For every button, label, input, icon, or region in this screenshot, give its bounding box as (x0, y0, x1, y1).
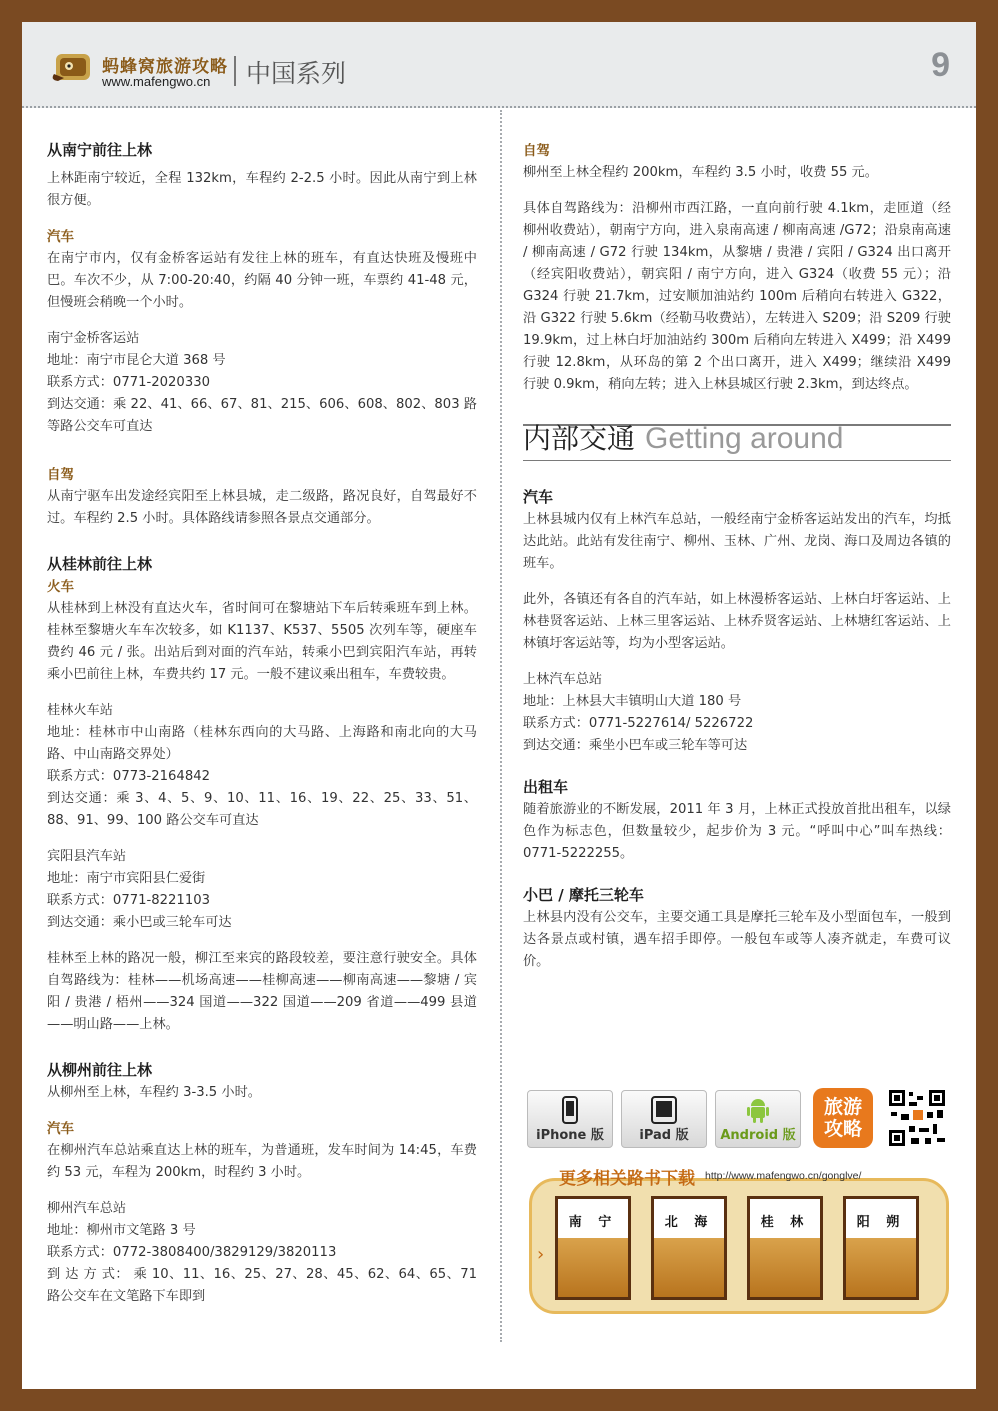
left-column (47, 138, 477, 1308)
nanning-bus-heading: 汽车 (47, 229, 74, 245)
liuzhou-drive-heading: 自驾 (523, 143, 550, 159)
banner-url[interactable]: http://www.mafengwo.cn/gonglve/ (705, 1170, 862, 1182)
nanning-station-transit: 到达交通：乘 22、41、66、67、81、215、606、608、802、803 路等路公交车可直达 (47, 397, 477, 434)
nanning-station-phone: 联系方式：0771-2020330 (47, 375, 210, 390)
header-separator (234, 56, 236, 86)
ipad-label: iPad 版 (639, 1128, 689, 1143)
iphone-icon (562, 1096, 578, 1124)
shanglin-station-transit: 到达交通：乘坐小巴车或三轮车等可达 (523, 738, 748, 753)
series-title: 中国系列 (246, 59, 347, 88)
page-header (22, 22, 976, 108)
page (22, 22, 976, 1389)
binyang-station-address: 地址：南宁市宾阳县仁爱街 (47, 871, 206, 886)
shanglin-station-phone: 联系方式：0771-5227614/ 5226722 (523, 716, 754, 731)
android-app-button[interactable] (715, 1090, 801, 1148)
brand-name: 蚂蜂窝旅游攻略 (102, 57, 228, 77)
liuzhou-drive-intro: 柳州至上林全程约 200km，车程约 3.5 小时，收费 55 元。 (523, 165, 878, 180)
taxi-heading: 出租车 (523, 778, 569, 796)
shanglin-station-address: 地址：上林县大丰镇明山大道 180 号 (523, 694, 742, 709)
liuzhou-bus-text: 在柳州汽车总站乘直达上林的班车，为普通班，发车时间为 14:45，车费约 53 元，车程为 200km，时程约 3 小时。 (47, 1143, 477, 1180)
guidebook-title: 阳 朔 (856, 1215, 906, 1230)
mafengwo-logo-icon (50, 50, 94, 84)
nanning-station-address: 地址：南宁市昆仑大道 368 号 (47, 353, 226, 368)
heading-from-nanning: 从南宁前往上林 (47, 141, 153, 159)
mafengwo-app-icon[interactable] (813, 1088, 873, 1148)
minibus-heading: 小巴 / 摩托三轮车 (523, 886, 644, 904)
guidebook-title: 北 海 (664, 1215, 714, 1230)
qr-code-icon[interactable] (887, 1088, 947, 1148)
iphone-label: iPhone 版 (536, 1128, 604, 1143)
minibus-text: 上林县内没有公交车，主要交通工具是摩托三轮车及小型面包车，一般到达各景点或村镇，遇车招手即停。一般包车或等人凑齐就走，车费可议价。 (523, 910, 951, 969)
nanning-drive-text: 从南宁驱车出发途经宾阳至上林县城，走二级路，路况良好，自驾最好不过。车程约 2.5 小时。具体路线请参照各景点交通部分。 (47, 489, 477, 526)
section-title-en: Getting around (645, 422, 844, 455)
app-tile-label: 旅游攻略 (823, 1096, 862, 1140)
guidebook-title: 桂 林 (760, 1215, 810, 1230)
binyang-station-phone: 联系方式：0771-8221103 (47, 893, 210, 908)
guidebook-title: 南 宁 (568, 1215, 618, 1230)
liuzhou-station-phone: 联系方式：0772-3808400/3829129/3820113 (47, 1245, 337, 1260)
liuzhou-bus-heading: 汽车 (47, 1121, 74, 1137)
guilin-road-text: 桂林至上林的路况一般，柳江至来宾的路段较差，要注意行驶安全。具体自驾路线为：桂林——机场高速——桂柳高速——柳南高速——黎塘 / 宾阳 / 贵港 / 梧州——324 国道——322 国道——209 省道——499 县道——明山路——上林。 (47, 951, 477, 1032)
binyang-station-transit: 到达交通：乘小巴或三轮车可达 (47, 915, 232, 930)
section-title-getting-around (523, 424, 951, 461)
iphone-app-button[interactable] (527, 1090, 613, 1148)
brand-url[interactable]: www.mafengwo.cn (102, 74, 211, 89)
heading-from-guilin: 从桂林前往上林 (47, 555, 153, 573)
guilin-train-heading: 火车 (47, 579, 74, 595)
android-label: Android 版 (720, 1128, 796, 1143)
guilin-station-address: 地址：桂林市中山南路（桂林东西向的大马路、上海路和南北向的大马路、中山南路交界处） (47, 725, 477, 762)
ipad-app-button[interactable] (621, 1090, 707, 1148)
local-bus-text-2: 此外，各镇还有各自的汽车站，如上林漫桥客运站、上林白圩客运站、上林巷贤客运站、上林三里客运站、上林乔贤客运站、上林塘红客运站、上林镇圩客运站等，均为小型客运站。 (523, 592, 951, 651)
shanglin-station-name: 上林汽车总站 (523, 672, 603, 687)
guidebook-download-banner[interactable] (527, 1160, 947, 1312)
liuzhou-drive-route: 具体自驾路线为：沿柳州市西江路，一直向前行驶 4.1km，走匝道（经柳州收费站），朝南宁方向，进入泉南高速 / 柳南高速 /G72；沿泉南高速 / 柳南高速 / G72 行驶 134km，从黎塘 / 贵港 / 宾阳 / G324 出口离开（经宾阳收费站），朝宾阳 / 南宁方向，进入 G324（收费 55 元）；沿 G324 行驶 21.7km，过安顺加油站约 100m 后稍向右转进入 G322，沿 G322 行驶 5.6km（经勒马收费站），左转进入 S209；沿 S209 行驶 19.9km，过上林白圩加油站约 300m 后稍向左转进入 X499；沿 X499 行驶 12.8km，从环岛的第 2 个出口离开，进入 X499；继续沿 X499 行驶 0.9km，稍向左转；进入上林县城区行驶 2.3km，到达终点。 (523, 201, 951, 392)
banner-title: 更多相关路书下载 (559, 1169, 695, 1189)
ipad-icon (651, 1096, 677, 1124)
guidebook-yangshuo[interactable] (843, 1196, 919, 1300)
guilin-train-text: 从桂林到上林没有直达火车，省时间可在黎塘站下车后转乘班车到上林。桂林至黎塘火车车次较多，如 K1137、K537、5505 次列车等，硬座车费约 46 元 / 张。出站后到对面的汽车站，转乘小巴到宾阳汽车站，再转乘小巴前往上林，车费共约 17 元。一般不建议乘出租车，车费较贵。 (47, 601, 477, 682)
binyang-station-name: 宾阳县汽车站 (47, 849, 127, 864)
guidebook-nanning[interactable] (555, 1196, 631, 1300)
nanning-station-name: 南宁金桥客运站 (47, 331, 140, 346)
nanning-bus-text: 在南宁市内，仅有金桥客运站有发往上林的班车，有直达快班及慢班中巴。车次不少，从 7:00-20:40，约隔 40 分钟一班，车票约 41-48 元，但慢班会稍晚一个小时。 (47, 251, 477, 310)
liuzhou-station-transit: 到 达 方 式： 乘 10、11、16、25、27、28、45、62、64、65、71 路公交车在文笔路下车即到 (47, 1267, 477, 1304)
liuzhou-station-name: 柳州汽车总站 (47, 1201, 127, 1216)
guidebook-guilin[interactable] (747, 1196, 823, 1300)
heading-from-liuzhou: 从柳州前往上林 (47, 1061, 153, 1079)
guilin-station-name: 桂林火车站 (47, 703, 113, 718)
liuzhou-intro: 从柳州至上林，车程约 3-3.5 小时。 (47, 1085, 261, 1100)
chevron-right-icon: › (537, 1244, 545, 1265)
android-icon (745, 1096, 771, 1124)
local-bus-text-1: 上林县城内仅有上林汽车总站，一般经南宁金桥客运站发出的汽车，均抵达此站。此站有发往南宁、柳州、玉林、广州、龙岗、海口及周边各镇的班车。 (523, 512, 951, 571)
app-download-row (527, 1088, 947, 1150)
taxi-text: 随着旅游业的不断发展，2011 年 3 月，上林正式投放首批出租车，以绿色作为标志色，但数量较少，起步价为 3 元。“呼叫中心”叫车热线：0771-5222255。 (523, 802, 951, 861)
nanning-intro: 上林距南宁较近，全程 132km，车程约 2-2.5 小时。因此从南宁到上林很方便。 (47, 171, 477, 208)
page-number: 9 (931, 46, 950, 84)
local-bus-heading: 汽车 (523, 488, 554, 506)
guilin-station-transit: 到达交通：乘 3、4、5、9、10、11、16、19、22、25、33、51、88、91、99、100 路公交车可直达 (47, 791, 477, 828)
guidebook-beihai[interactable] (651, 1196, 727, 1300)
section-title-cn: 内部交通 (523, 422, 636, 455)
nanning-drive-heading: 自驾 (47, 467, 74, 483)
guilin-station-phone: 联系方式：0773-2164842 (47, 769, 210, 784)
right-column (523, 140, 951, 973)
column-divider (500, 110, 502, 1342)
liuzhou-station-address: 地址：柳州市文笔路 3 号 (47, 1223, 196, 1238)
